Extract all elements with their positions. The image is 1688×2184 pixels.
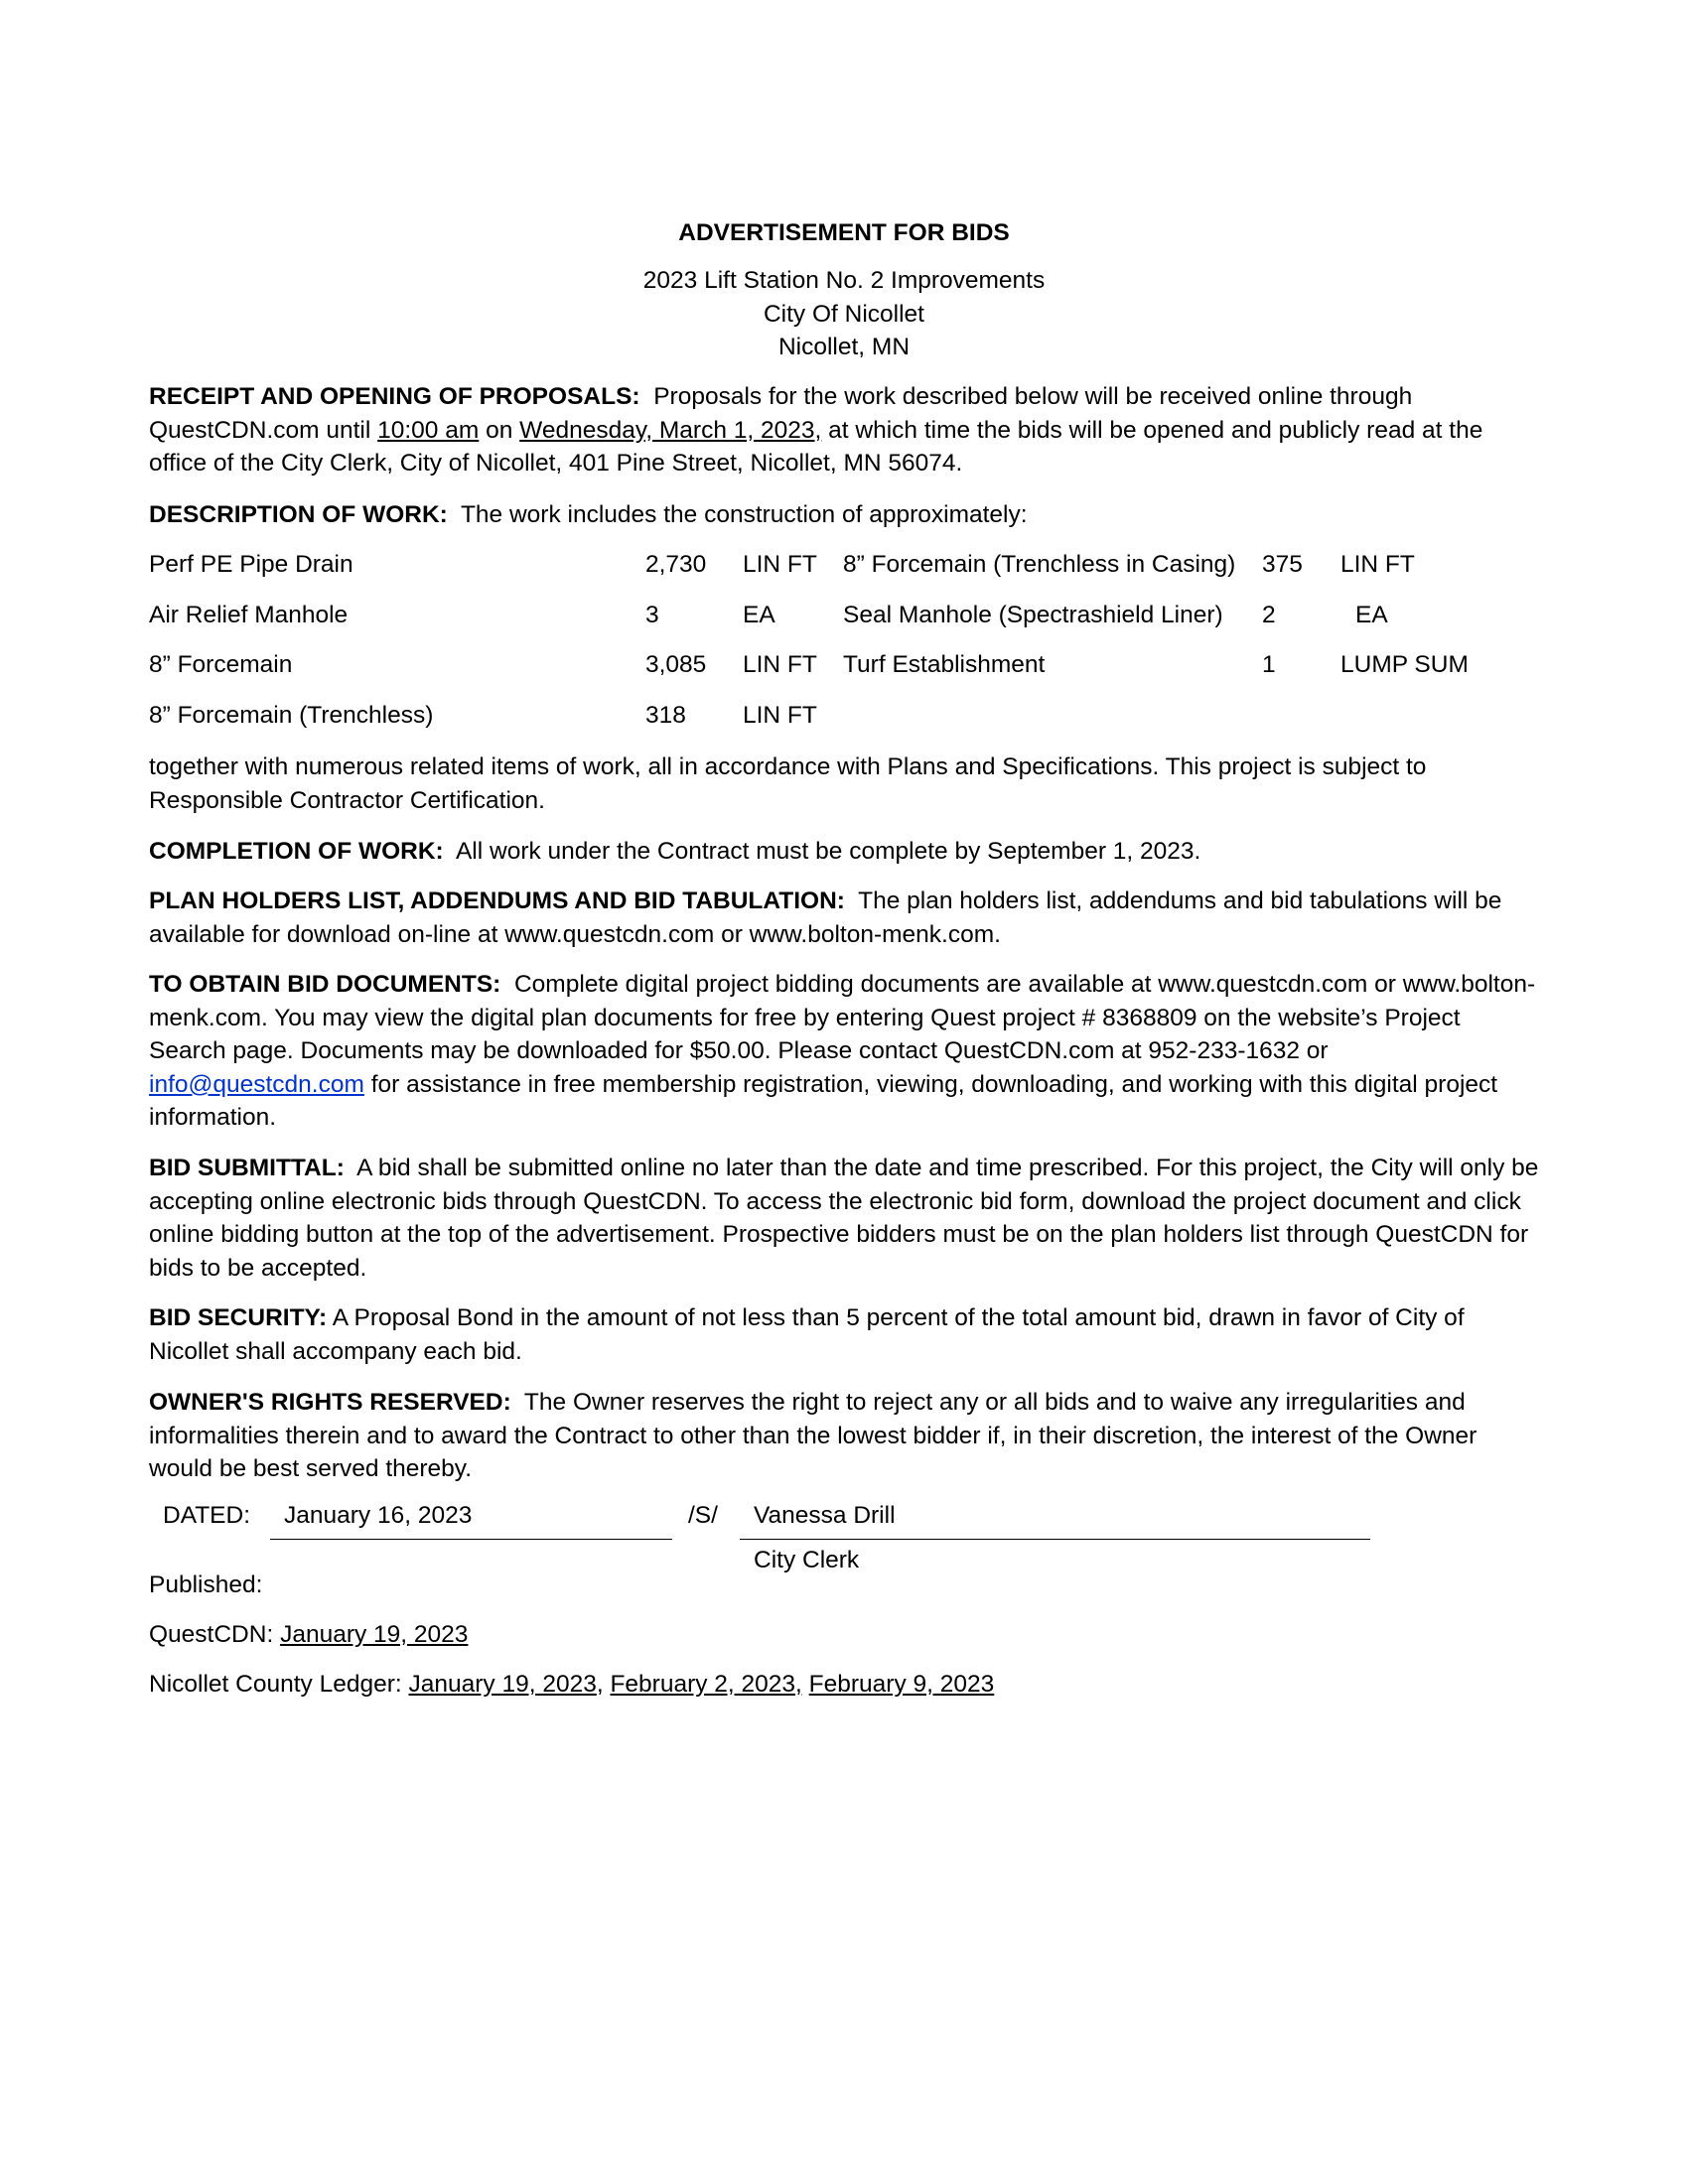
item-name: Turf Establishment — [843, 651, 1046, 678]
security-heading: BID SECURITY: — [149, 1304, 328, 1331]
description-section — [149, 498, 1539, 532]
dated-value: January 16, 2023 — [284, 1502, 473, 1529]
table-row — [149, 648, 1539, 699]
item-quantity: 2,730 — [645, 551, 707, 578]
item-quantity: 1 — [1262, 651, 1276, 678]
document-title: ADVERTISEMENT FOR BIDS — [678, 219, 1010, 246]
ledger-date-3: February 9, 2023 — [808, 1671, 995, 1698]
item-unit: LIN FT — [1340, 551, 1415, 578]
obtain-text-2: for assistance in free membership registration, viewing, downloading, and working with this digital project information. — [149, 1070, 1498, 1132]
receipt-text-3: at which time the bids will be opened and publicly read at the office of the City Clerk, City of Nicollet, 401 Pine Street, Nicollet, MN 56074. — [149, 416, 1483, 478]
item-unit: LIN FT — [743, 701, 817, 729]
project-heading — [149, 264, 1539, 364]
published-questcdn — [149, 1618, 1539, 1652]
table-row — [149, 699, 1539, 750]
published-ledger — [149, 1668, 1539, 1702]
completion-section — [149, 835, 1539, 869]
completion-heading: COMPLETION OF WORK: — [149, 838, 444, 865]
opening-date: Wednesday, March 1, 2023, — [519, 416, 822, 444]
signer-name: Vanessa Drill — [754, 1502, 896, 1529]
description-text: The work includes the construction of approximately: — [460, 501, 1028, 528]
dated-line — [270, 1539, 672, 1540]
receipt-section — [149, 380, 1539, 480]
item-quantity: 3 — [645, 601, 659, 628]
rights-section — [149, 1386, 1539, 1486]
table-row — [149, 548, 1539, 599]
obtain-section — [149, 968, 1539, 1135]
obtain-text-1: Complete digital project bidding documents are available at www.questcdn.com or www.bolton-menk.com. You may view the digital plan documents for free by entering Quest project # 8368809 on the website’s Project Search page. Documents may be downloaded for $50.00. Please contact QuestCDN.com at 952-233-1632 or — [149, 971, 1536, 1065]
item-name: 8” Forcemain (Trenchless in Casing) — [843, 551, 1236, 578]
receipt-heading: RECEIPT AND OPENING OF PROPOSALS: — [149, 383, 640, 410]
questcdn-date: January 19, 2023 — [280, 1621, 469, 1648]
obtain-heading: TO OBTAIN BID DOCUMENTS: — [149, 971, 501, 998]
receipt-text-2: on — [486, 416, 513, 444]
opening-time: 10:00 am — [377, 416, 480, 444]
item-name: Seal Manhole (Spectrashield Liner) — [843, 601, 1223, 628]
project-name: 2023 Lift Station No. 2 Improvements — [642, 267, 1046, 294]
rights-text: The Owner reserves the right to reject any or all bids and to waive any irregularities and informalities therein and to award the Contract to other than the lowest bidder if, in their discretion, the interest of the Owner would be best served thereby. — [149, 1389, 1477, 1483]
project-location: Nicollet, MN — [777, 334, 911, 361]
rights-heading: OWNER'S RIGHTS RESERVED: — [149, 1389, 511, 1416]
item-quantity: 375 — [1262, 551, 1303, 578]
submittal-section — [149, 1152, 1539, 1285]
description-heading: DESCRIPTION OF WORK: — [149, 501, 448, 528]
item-name: Air Relief Manhole — [149, 601, 349, 628]
ledger-date-2: February 2, 2023, — [610, 1671, 802, 1698]
submittal-heading: BID SUBMITTAL: — [149, 1155, 345, 1181]
item-unit: LIN FT — [743, 551, 817, 578]
submittal-text: A bid shall be submitted online no later than the date and time prescribed. For this project, the City will only be accepting online electronic bids through QuestCDN. To access the electronic bid form, download the project document and click online bidding button at the top of the advertisement. Prospective bidders must be on the plan holders list through QuestCDN for bids to be accepted. — [149, 1155, 1539, 1282]
published-label: Published: — [149, 1571, 263, 1598]
ledger-separator: , — [596, 1671, 604, 1698]
ledger-date-1: January 19, 2023 — [408, 1671, 597, 1698]
item-unit: EA — [743, 601, 775, 628]
completion-text: All work under the Contract must be complete by September 1, 2023. — [455, 838, 1201, 865]
planholders-text: The plan holders list, addendums and bid tabulations will be available for download on-line at www.questcdn.com or www.bolton-menk.com. — [149, 887, 1502, 948]
project-city: City Of Nicollet — [763, 300, 924, 328]
item-quantity: 318 — [645, 701, 686, 729]
ledger-label: Nicollet County Ledger: — [149, 1671, 402, 1698]
security-section — [149, 1301, 1539, 1368]
signature-mark: /S/ — [688, 1502, 718, 1529]
item-unit: LUMP SUM — [1340, 651, 1469, 678]
signature-line — [740, 1539, 1370, 1540]
planholders-heading: PLAN HOLDERS LIST, ADDENDUMS AND BID TABULATION: — [149, 887, 845, 914]
work-items-table — [149, 548, 1539, 749]
planholders-section — [149, 885, 1539, 951]
dated-label: DATED: — [163, 1502, 251, 1529]
item-name: 8” Forcemain (Trenchless) — [149, 701, 434, 729]
receipt-text-1: Proposals for the work described below will be received online through QuestCDN.com until — [149, 383, 1413, 444]
security-text: A Proposal Bond in the amount of not less than 5 percent of the total amount bid, drawn in favor of City of Nicollet shall accompany each bid. — [149, 1304, 1465, 1365]
item-unit: LIN FT — [743, 651, 817, 678]
item-name: 8” Forcemain — [149, 651, 293, 678]
item-quantity: 3,085 — [645, 651, 707, 678]
email-link[interactable]: info@questcdn.com — [149, 1070, 364, 1098]
item-unit: EA — [1355, 601, 1388, 628]
questcdn-label: QuestCDN: — [149, 1621, 274, 1648]
together-paragraph: together with numerous related items of work, all in accordance with Plans and Specifications. This project is subject to Responsible Contractor Certification. — [149, 753, 1427, 814]
signer-role: City Clerk — [754, 1547, 860, 1573]
item-name: Perf PE Pipe Drain — [149, 551, 353, 578]
item-quantity: 2 — [1262, 601, 1276, 628]
table-row — [149, 599, 1539, 649]
